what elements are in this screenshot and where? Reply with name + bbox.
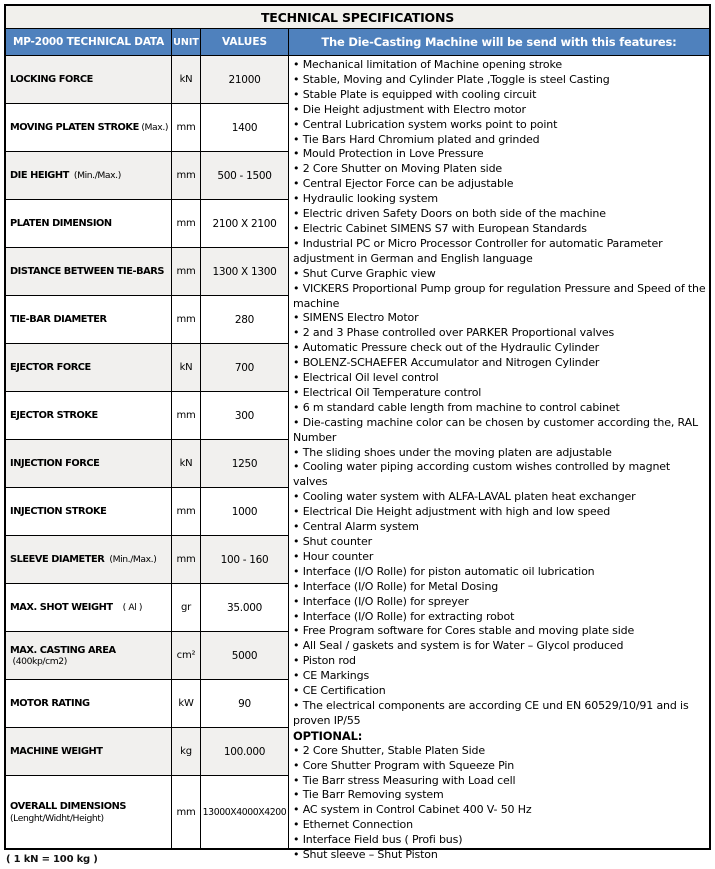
spec-value: 21000 [201, 56, 289, 103]
spec-unit: mm [172, 152, 201, 199]
spec-value: 35.000 [201, 584, 289, 631]
spec-value: 1250 [201, 440, 289, 487]
spec-row [6, 200, 289, 248]
spec-name-cell [6, 488, 172, 535]
feature-item: • The sliding shoes under the moving platen are adjustable [293, 446, 707, 461]
feature-item: • Core Shutter Program with Squeeze Pin [293, 759, 707, 774]
features-list [289, 56, 709, 862]
spec-qualifier: (Min./Max.) [104, 554, 157, 565]
spec-qualifier: (Min./Max.) [68, 170, 121, 181]
spec-row [6, 776, 289, 848]
spec-unit: kN [172, 56, 201, 103]
feature-item: • Die-casting machine color can be chosen by customer according the, RAL Number [293, 416, 707, 446]
spec-row [6, 344, 289, 392]
feature-item: • CE Certification [293, 684, 707, 699]
feature-item: • All Seal / gaskets and system is for Water – Glycol produced [293, 639, 707, 654]
spec-name: SLEEVE DIAMETER [10, 554, 105, 565]
feature-item: • AC system in Control Cabinet 400 V- 50 Hz [293, 803, 707, 818]
spec-name-cell [6, 728, 172, 775]
feature-item: • Interface (I/O Rolle) for extracting robot [293, 610, 707, 625]
feature-item: • 2 Core Shutter, Stable Platen Side [293, 744, 707, 759]
spec-name-cell [6, 104, 172, 151]
spec-row [6, 248, 289, 296]
feature-item: • CE Markings [293, 669, 707, 684]
feature-item: • Stable Plate is equipped with cooling circuit [293, 88, 707, 103]
spec-name: INJECTION FORCE [10, 458, 100, 469]
spec-unit: cm² [172, 632, 201, 679]
feature-item: • Electrical Oil Temperature control [293, 386, 707, 401]
spec-value: 500 - 1500 [201, 152, 289, 199]
spec-unit: kg [172, 728, 201, 775]
feature-item: • Electric driven Safety Doors on both side of the machine [293, 207, 707, 222]
feature-item: • Shut sleeve – Shut Piston [293, 848, 707, 863]
feature-item: • Electric Cabinet SIMENS S7 with European Standards [293, 222, 707, 237]
spec-name-cell [6, 536, 172, 583]
spec-row [6, 536, 289, 584]
feature-item: • Stable, Moving and Cylinder Plate ,Toggle is steel Casting [293, 73, 707, 88]
feature-item: • Cooling water piping according custom wishes controlled by magnet valves [293, 460, 707, 490]
spec-name-cell [6, 584, 172, 631]
feature-item: • BOLENZ-SCHAEFER Accumulator and Nitrogen Cylinder [293, 356, 707, 371]
spec-unit: mm [172, 248, 201, 295]
spec-name: MOTOR RATING [10, 698, 90, 709]
feature-item: OPTIONAL: [293, 728, 363, 743]
feature-item: • Automatic Pressure check out of the Hydraulic Cylinder [293, 341, 707, 356]
feature-item: • Interface (I/O Rolle) for piston automatic oil lubrication [293, 565, 707, 580]
header-technical-data: MP-2000 TECHNICAL DATA [6, 29, 172, 55]
feature-item: • VICKERS Proportional Pump group for regulation Pressure and Speed of the machine [293, 282, 707, 312]
feature-item: • Central Ejector Force can be adjustable [293, 177, 707, 192]
spec-value: 300 [201, 392, 289, 439]
spec-name-cell [6, 152, 172, 199]
header-features: The Die-Casting Machine will be send with this features: [321, 35, 677, 49]
spec-qualifier: (Lenght/Widht/Height) [10, 812, 104, 824]
footnote: ( 1 kN = 100 kg ) [6, 854, 98, 865]
spec-rows [6, 56, 289, 848]
feature-item: • Shut Curve Graphic view [293, 267, 707, 282]
spec-name-cell [6, 440, 172, 487]
spec-name: MACHINE WEIGHT [10, 746, 103, 757]
spec-row [6, 440, 289, 488]
feature-item: • SIMENS Electro Motor [293, 311, 707, 326]
feature-item: • Ethernet Connection [293, 818, 707, 833]
spec-unit: kN [172, 344, 201, 391]
spec-row [6, 56, 289, 104]
feature-item: • Cooling water system with ALFA-LAVAL platen heat exchanger [293, 490, 707, 505]
spec-name-cell [6, 344, 172, 391]
spec-name-cell [6, 248, 172, 295]
feature-item: • Shut counter [293, 535, 707, 550]
spec-name-cell [6, 296, 172, 343]
feature-item: • Interface Field bus ( Profi bus) [293, 833, 707, 848]
spec-name-cell [6, 392, 172, 439]
spec-unit: mm [172, 488, 201, 535]
feature-item: • The electrical components are according CE und EN 60529/10/91 and is proven IP/55 [293, 699, 707, 729]
spec-unit: mm [172, 536, 201, 583]
spec-name-cell [6, 56, 172, 103]
spec-row [6, 632, 289, 680]
spec-row [6, 392, 289, 440]
spec-unit: kN [172, 440, 201, 487]
spec-name: EJECTOR FORCE [10, 362, 91, 373]
spec-unit: mm [172, 104, 201, 151]
spec-unit: mm [172, 200, 201, 247]
spec-qualifier: ( Al ) [112, 602, 143, 613]
spec-name: MOVING PLATEN STROKE [10, 122, 139, 133]
feature-item: • Die Height adjustment with Electro motor [293, 103, 707, 118]
spec-name: TIE-BAR DIAMETER [10, 314, 107, 325]
spec-value: 1400 [201, 104, 289, 151]
spec-unit: gr [172, 584, 201, 631]
spec-name: DISTANCE BETWEEN TIE-BARS [10, 266, 164, 277]
spec-qualifier: (Max.) [138, 122, 169, 133]
feature-item: • Hour counter [293, 550, 707, 565]
spec-row [6, 488, 289, 536]
spec-name: DIE HEIGHT [10, 170, 69, 181]
feature-item: • Hydraulic looking system [293, 192, 707, 207]
feature-item: • Tie Barr stress Measuring with Load cell [293, 774, 707, 789]
feature-item: • 2 Core Shutter on Moving Platen side [293, 162, 707, 177]
spec-unit: mm [172, 392, 201, 439]
spec-value: 100 - 160 [201, 536, 289, 583]
feature-item: • 6 m standard cable length from machine to control cabinet [293, 401, 707, 416]
spec-name: LOCKING FORCE [10, 74, 93, 85]
feature-item: • Tie Bars Hard Chromium plated and grinded [293, 133, 707, 148]
table-header-row [6, 29, 709, 56]
feature-item: • Tie Barr Removing system [293, 788, 707, 803]
spec-unit: kW [172, 680, 201, 727]
spec-value: 700 [201, 344, 289, 391]
spec-name-cell [6, 680, 172, 727]
spec-name: MAX. SHOT WEIGHT [10, 602, 113, 613]
spec-qualifier: (400kp/cm2) [10, 655, 67, 667]
spec-row [6, 728, 289, 776]
feature-item: • Central Lubrication system works point to point [293, 118, 707, 133]
spec-row [6, 584, 289, 632]
spec-value: 13000X4000X4200 [201, 776, 289, 848]
feature-item: • Electrical Oil level control [293, 371, 707, 386]
spec-value: 2100 X 2100 [201, 200, 289, 247]
spec-unit: mm [172, 296, 201, 343]
spec-name-cell [6, 632, 172, 679]
feature-item: • Interface (I/O Rolle) for Metal Dosing [293, 580, 707, 595]
feature-item: • Electrical Die Height adjustment with high and low speed [293, 505, 707, 520]
feature-item: • Industrial PC or Micro Processor Controller for automatic Parameter adjustment in German and English language [293, 237, 707, 267]
spec-row [6, 680, 289, 728]
feature-item: • Free Program software for Cores stable and moving plate side [293, 624, 707, 639]
table-title: TECHNICAL SPECIFICATIONS [6, 6, 709, 29]
spec-name: OVERALL DIMENSIONS [10, 800, 126, 812]
spec-name-cell [6, 200, 172, 247]
spec-value: 5000 [201, 632, 289, 679]
feature-item: • Mould Protection in Love Pressure [293, 147, 707, 162]
spec-value: 1000 [201, 488, 289, 535]
header-values: VALUES [201, 29, 289, 55]
spec-value: 90 [201, 680, 289, 727]
spec-row [6, 296, 289, 344]
spec-value: 100.000 [201, 728, 289, 775]
spec-unit: mm [172, 776, 201, 848]
feature-item: • Interface (I/O Rolle) for spreyer [293, 595, 707, 610]
spec-value: 280 [201, 296, 289, 343]
feature-item: • Mechanical limitation of Machine opening stroke [293, 58, 707, 73]
spec-value: 1300 X 1300 [201, 248, 289, 295]
spec-row [6, 104, 289, 152]
spec-name: PLATEN DIMENSION [10, 218, 112, 229]
spec-name-cell [6, 776, 172, 848]
spec-name: INJECTION STROKE [10, 506, 107, 517]
feature-item: • 2 and 3 Phase controlled over PARKER Proportional valves [293, 326, 707, 341]
spec-name: EJECTOR STROKE [10, 410, 98, 421]
feature-item: • Piston rod [293, 654, 707, 669]
spec-row [6, 152, 289, 200]
spec-name: MAX. CASTING AREA [10, 644, 116, 656]
header-unit: UNIT [172, 29, 201, 55]
feature-item: • Central Alarm system [293, 520, 707, 535]
